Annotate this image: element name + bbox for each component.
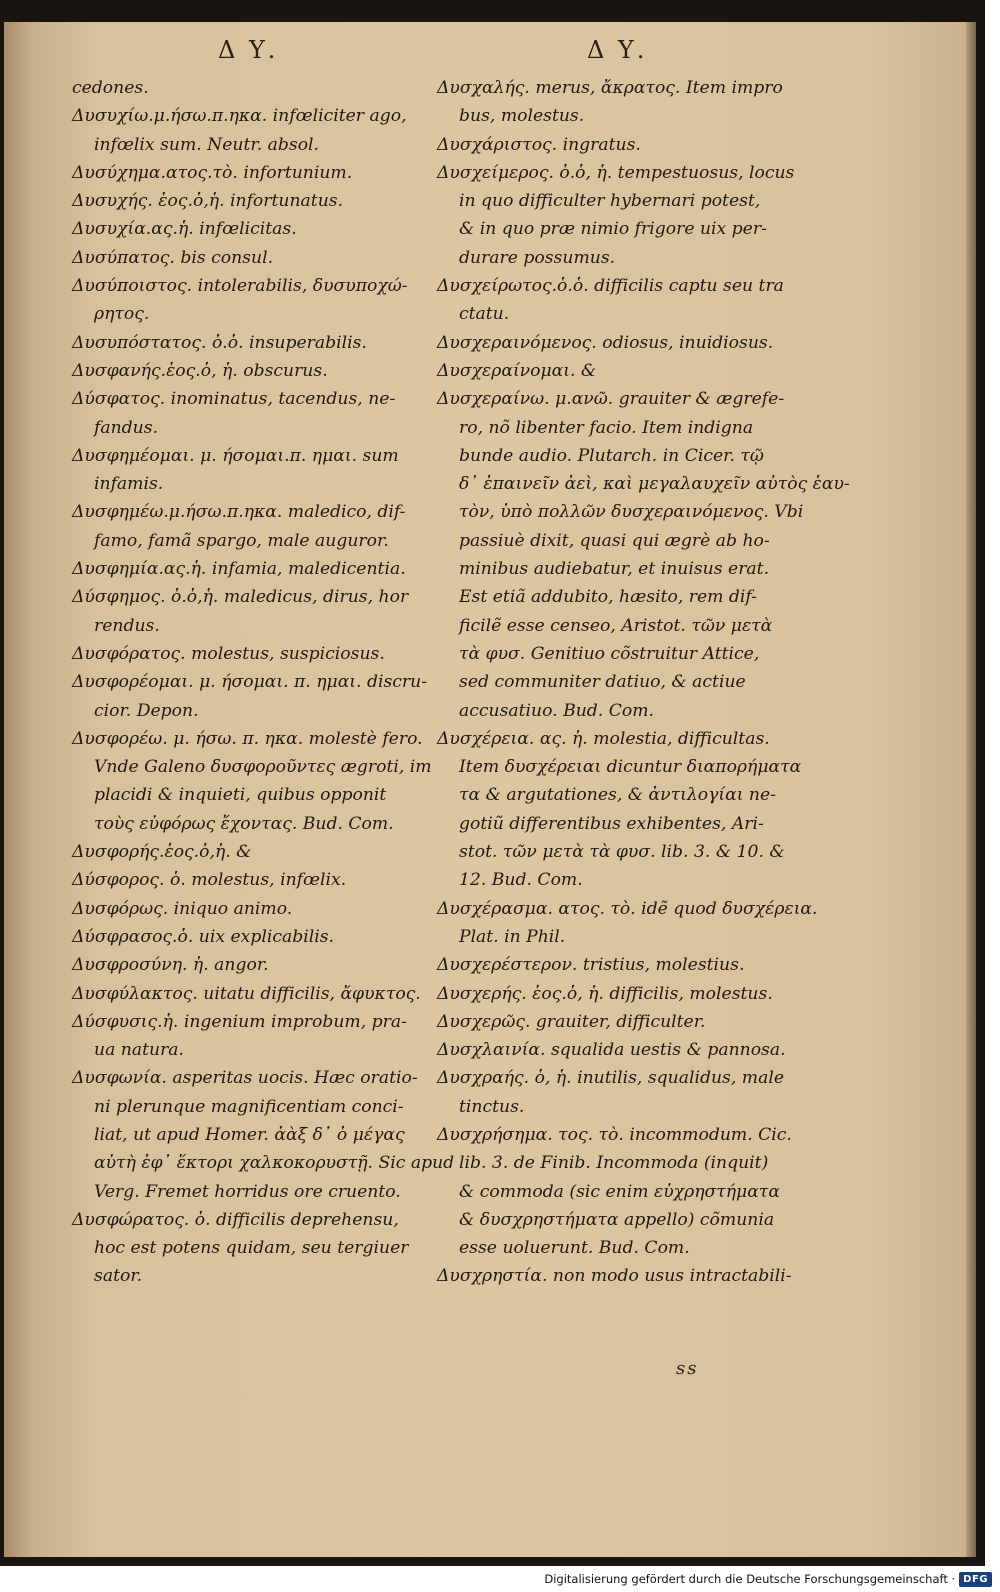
text-line: Plat. in Phil.	[459, 926, 566, 947]
text-line: Δυσχρήσημα. τος. τὸ. incommodum. Cic.	[437, 1124, 792, 1145]
text-line: stot. τῶν μετὰ τὰ φυσ. lib. 3. & 10. &	[459, 842, 785, 863]
text-line: Δύσφατος. inominatus, tacendus, ne-	[72, 389, 396, 410]
text-line: durare possumus.	[459, 247, 616, 268]
text-line: Δυσφόρως. iniquo animo.	[72, 898, 293, 919]
footer-text: Digitalisierung gefördert durch die Deutsche Forschungsgemeinschaft ·	[544, 1572, 956, 1586]
text-line: Δυσυχία.ας.ἡ. infœlicitas.	[72, 219, 297, 240]
text-line: Δυσφημία.ας.ἡ. infamia, maledicentia.	[72, 559, 406, 580]
page-edge	[966, 22, 976, 1557]
text-line: & in quo præ nimio frigore uix per-	[459, 219, 767, 240]
text-line: ni plerunque magnificentiam conci-	[94, 1096, 404, 1117]
text-line: sed communiter datiuo, & actiue	[459, 672, 746, 693]
right-text-column	[437, 74, 850, 1291]
text-line: Δυσφημέομαι. μ. ήσομαι.π. ημαι. sum	[72, 445, 399, 466]
text-line: Δυσυχίω.μ.ήσω.π.ηκα. infœliciter ago,	[72, 106, 407, 127]
text-line: Δυσχεραίνω. μ.ανῶ. grauiter & ægrefe-	[437, 389, 785, 410]
digitization-footer	[544, 1568, 992, 1590]
text-line: τὸν, ὑπὸ πολλῶν δυσχεραινόμενος. Vbi	[459, 502, 804, 523]
text-line: Δυσφώρατος. ὁ. difficilis deprehensu,	[72, 1209, 399, 1230]
text-line: Δυσχείμερος. ὁ.ὁ, ἡ. tempestuosus, locus	[437, 162, 795, 183]
text-line: Δυσχεραινόμενος. odiosus, inuidiosus.	[437, 332, 774, 353]
running-header-left: Δ Υ.	[218, 36, 279, 64]
text-line: in quo difficulter hybernari potest,	[459, 191, 761, 212]
text-line: esse uoluerunt. Bud. Com.	[459, 1238, 690, 1259]
text-line: liat, ut apud Homer. ἀὰξ δ᾽ ὁ μέγας	[94, 1124, 405, 1145]
text-line: Est etiã addubito, hæsito, rem dif-	[459, 587, 757, 608]
text-line: Δυσφορέομαι. μ. ήσομαι. π. ημαι. discru-	[72, 672, 428, 693]
text-line: gotiũ differentibus exhibentes, Ari-	[459, 813, 764, 834]
text-line: 12. Bud. Com.	[459, 870, 583, 891]
text-line: Δυσυπόστατος. ὁ.ὁ. insuperabilis.	[72, 332, 367, 353]
text-line: bunde audio. Plutarch. in Cicer. τῷ	[459, 445, 764, 466]
text-line: Δυσχάριστος. ingratus.	[437, 134, 641, 155]
text-line: tinctus.	[459, 1096, 525, 1117]
running-header-right: Δ Υ.	[587, 36, 648, 64]
text-line: infœlix sum. Neutr. absol.	[94, 134, 320, 155]
text-line: Δυσχέρεια. ας. ἡ. molestia, difficultas.	[437, 728, 770, 749]
text-line: bus, molestus.	[459, 106, 585, 127]
text-line: Δυσυχής. ἑος.ὁ,ἡ. infortunatus.	[72, 191, 344, 212]
text-line: δ᾽ ἐπαινεῖν ἀεὶ, καὶ μεγαλαυχεῖν αὐτὸς ἑαυ-	[459, 474, 850, 495]
text-line: Δυσφύλακτος. uitatu difficilis, ἄφυκτος.	[72, 983, 421, 1004]
text-line: Δύσφημος. ὁ.ὁ,ἡ. maledicus, dirus, hor	[72, 587, 409, 608]
text-line: τα & argutationes, & ἀντιλογίαι ne-	[459, 785, 776, 806]
text-line: ρητος.	[94, 304, 150, 325]
text-line: accusatiuo. Bud. Com.	[459, 700, 654, 721]
text-line: Δυσχερής. ἑος.ὁ, ἡ. difficilis, molestus.	[437, 983, 773, 1004]
text-line: Δυσχεραίνομαι. &	[437, 360, 597, 381]
text-line: placidi & inquieti, quibus opponit	[94, 785, 387, 806]
text-line: ctatu.	[459, 304, 510, 325]
text-line: Vnde Galeno δυσφοροῦντες ægroti, im	[94, 757, 432, 778]
signature-mark: ss	[676, 1358, 699, 1379]
text-line: Δυσχείρωτος.ὁ.ὁ. difficilis captu seu tra	[437, 276, 784, 297]
text-line: minibus audiebatur, et inuisus erat.	[459, 559, 770, 580]
text-line: αὐτὴ ἐφ᾽ ἕκτορι χαλκοκορυστῇ. Sic apud	[94, 1153, 455, 1174]
text-line: Δυσφροσύνη. ἡ. angor.	[72, 955, 269, 976]
text-line: famo, famã spargo, male auguror.	[94, 530, 389, 551]
text-line: Δυσφανής.ἑος.ὁ, ἡ. obscurus.	[72, 360, 328, 381]
text-line: ficilẽ esse censeo, Aristot. τῶν μετὰ	[459, 615, 773, 636]
text-line: Δυσύποιστος. intolerabilis, δυσυποχώ-	[72, 276, 408, 297]
text-line: Δυσχρηστία. non modo usus intractabili-	[437, 1266, 792, 1287]
text-line: ro, nõ libenter facio. Item indigna	[459, 417, 754, 438]
text-line: Δύσφυσις.ἡ. ingenium improbum, pra-	[72, 1011, 407, 1032]
text-line: Δυσφόρατος. molestus, suspiciosus.	[72, 643, 385, 664]
text-line: cior. Depon.	[94, 700, 199, 721]
text-line: Δύσφορος. ὁ. molestus, infœlix.	[72, 870, 347, 891]
text-line: τοὺς εὐφόρως ἔχοντας. Bud. Com.	[94, 813, 394, 834]
text-line: infamis.	[94, 474, 164, 495]
text-line: ua natura.	[94, 1040, 184, 1061]
text-line: Δυσφωνία. asperitas uocis. Hæc oratio-	[72, 1068, 418, 1089]
text-line: & commoda (sic enim εὐχρηστήματα	[459, 1181, 780, 1202]
left-text-column	[72, 74, 455, 1291]
text-line: rendus.	[94, 615, 160, 636]
text-line: Δυσφημέω.μ.ήσω.π.ηκα. maledico, dif-	[72, 502, 406, 523]
text-line: passiuè dixit, quasi qui ægrè ab ho-	[459, 530, 770, 551]
text-line: & δυσχρηστήματα appello) cõmunia	[459, 1209, 775, 1230]
text-line: Δυσφορής.ἑος.ὁ,ἡ. &	[72, 842, 252, 863]
text-line: lib. 3. de Finib. Incommoda (inquit)	[459, 1153, 769, 1174]
dfg-logo: DFG	[959, 1572, 992, 1587]
text-line: hoc est potens quidam, seu tergiuer	[94, 1238, 409, 1259]
text-line: Δυσχλαινία. squalida uestis & pannosa.	[437, 1040, 786, 1061]
text-line: fandus.	[94, 417, 159, 438]
text-line: Δυσχερέστερον. tristius, molestius.	[437, 955, 745, 976]
text-line: Δύσφρασος.ὁ. uix explicabilis.	[72, 926, 335, 947]
text-line: Δυσχέρασμα. ατος. τὸ. idẽ quod δυσχέρεια.	[437, 898, 818, 919]
text-line: Δυσχαλής. merus, ἄκρατος. Item impro	[437, 78, 783, 98]
text-line: Δυσφορέω. μ. ήσω. π. ηκα. molestè fero.	[72, 728, 423, 749]
text-line: sator.	[94, 1266, 143, 1287]
text-line: Item δυσχέρειαι dicuntur διαπορήματα	[459, 757, 802, 778]
text-line: Δυσύχημα.ατος.τὸ. infortunium.	[72, 162, 353, 183]
text-line: τὰ φυσ. Genitiuo cõstruitur Attice,	[459, 643, 760, 664]
text-line: Δυσχερῶς. grauiter, difficulter.	[437, 1011, 706, 1032]
text-line: Δυσύπατος. bis consul.	[72, 247, 274, 268]
text-line: Δυσχραής. ὁ, ἡ. inutilis, squalidus, male	[437, 1068, 785, 1089]
text-line: Verg. Fremet horridus ore cruento.	[94, 1181, 401, 1202]
text-line: cedones.	[72, 78, 149, 98]
